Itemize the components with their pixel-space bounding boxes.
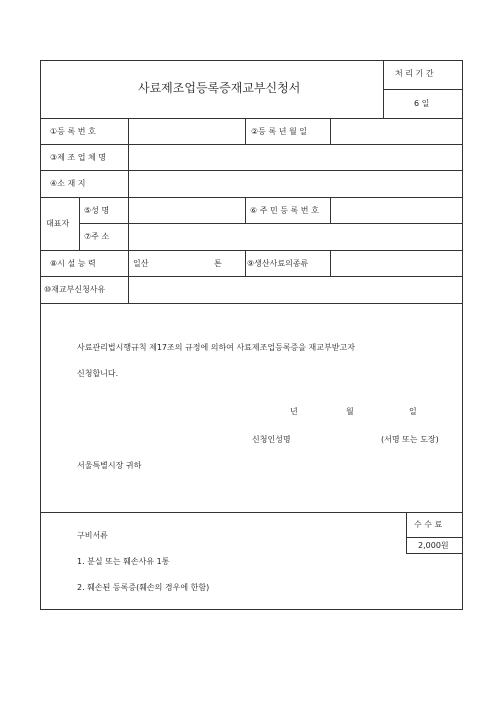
mid-col-rule-a	[245, 118, 246, 144]
resident-number-label: ⑥ 주 민 등 록 번 호	[250, 206, 319, 215]
registration-date-label: ②등 록 년 월 일	[251, 127, 307, 136]
representative-label: 대표자	[46, 219, 70, 228]
required-doc-1: 1. 분실 또는 훼손사유 1통	[77, 557, 170, 566]
fee-box-bottom	[406, 553, 463, 554]
manufacturer-name-label: ③제 조 업 체 명	[50, 153, 106, 162]
required-docs-title: 구비서류	[77, 531, 108, 540]
applicant-name-label: 신청인성명	[252, 435, 291, 444]
registration-date-field[interactable]	[331, 119, 461, 143]
reissue-reason-field[interactable]	[129, 277, 461, 302]
location-label: ④소 재 지	[50, 179, 86, 188]
border-bottom	[40, 609, 463, 610]
date-day-label: 일	[409, 407, 417, 416]
signature-label: (서명 또는 도장)	[381, 435, 439, 444]
footer-rule	[40, 512, 463, 513]
border-right	[462, 60, 463, 610]
rep-address-field[interactable]	[129, 224, 461, 249]
manufacturer-name-field[interactable]	[129, 145, 461, 169]
feed-type-label: ⑨생산사료의종류	[247, 259, 309, 268]
fee-label: 수 수 료	[414, 520, 443, 529]
date-year-label: 년	[290, 407, 298, 416]
row-rule-7	[40, 303, 463, 304]
processing-period-value: 6 일	[414, 99, 430, 108]
processing-box-divider	[383, 89, 463, 90]
rep-name-label: ⑤성 명	[84, 206, 110, 215]
statement-line-2: 신청합니다.	[77, 369, 119, 378]
border-left	[40, 60, 41, 610]
feed-type-field[interactable]	[331, 251, 461, 275]
reissue-reason-label: ⑩재교부신청사유	[44, 285, 106, 294]
statement-line-1: 사료관리법시행규칙 제17조의 규정에 의하여 사료제조업등록증을 재교부받고자	[77, 343, 355, 352]
rep-name-field[interactable]	[129, 198, 244, 222]
location-field[interactable]	[129, 171, 461, 196]
addressee: 서울특별시장 귀하	[77, 461, 142, 470]
production-capacity-field[interactable]	[150, 251, 210, 275]
required-doc-2: 2. 훼손된 등록증(훼손의 경우에 한함)	[77, 583, 210, 592]
registration-number-field[interactable]	[129, 119, 244, 143]
production-capacity-label: ⑧시 설 능 력	[50, 259, 96, 268]
applicant-name-field[interactable]	[300, 430, 378, 446]
capacity-daily-label: 일산	[133, 259, 149, 268]
registration-number-label: ①등 록 번 호	[50, 127, 96, 136]
mid-col-rule-c	[245, 197, 246, 223]
resident-number-field[interactable]	[331, 198, 461, 222]
fee-box-divider	[406, 537, 463, 538]
fee-value: 2,000원	[418, 541, 449, 550]
fee-box-left	[406, 512, 407, 553]
mid-col-rule-e	[245, 250, 246, 276]
processing-period-label: 처 리 기 간	[395, 69, 434, 78]
capacity-unit-label: 톤	[214, 259, 222, 268]
rep-col-rule	[79, 197, 80, 250]
form-title: 사료제조업등록증재교부신청서	[138, 81, 301, 95]
rep-address-label: ⑦주 소	[84, 232, 110, 241]
date-month-label: 월	[346, 407, 354, 416]
border-top	[40, 60, 463, 61]
